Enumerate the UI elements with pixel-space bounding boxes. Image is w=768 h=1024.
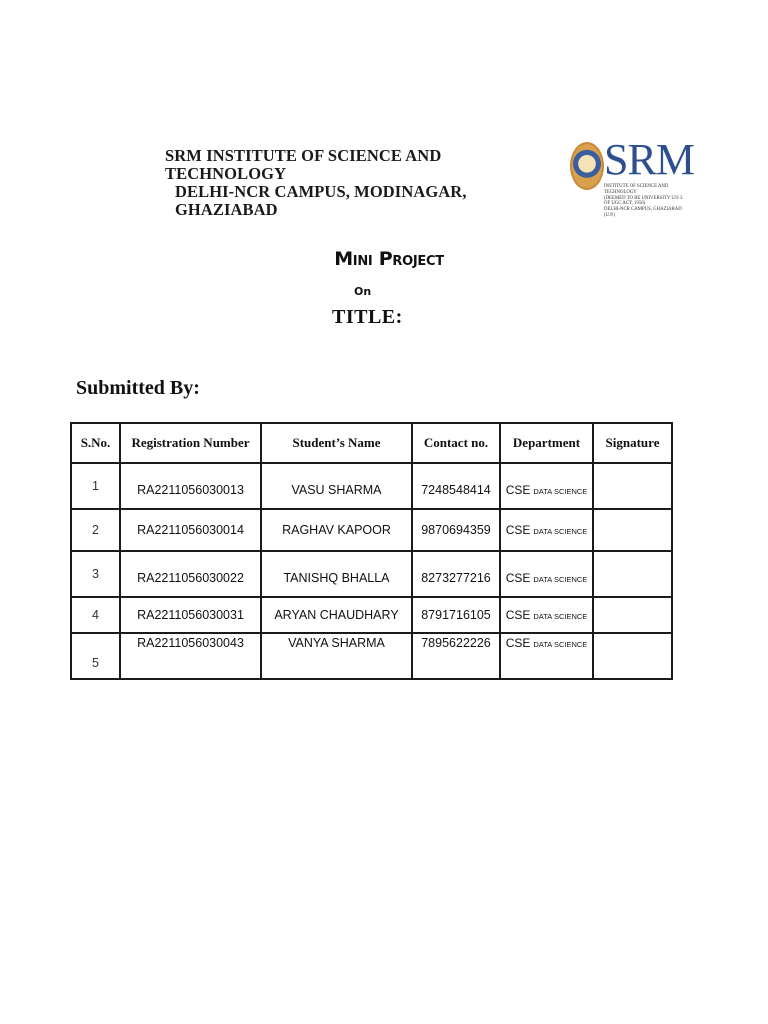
srm-seal-icon — [570, 142, 604, 190]
department: CSE DATA SCIENCE — [500, 597, 593, 633]
submitted-by-label: Submitted By: — [76, 377, 200, 399]
students-table — [70, 422, 673, 680]
department: CSE DATA SCIENCE — [500, 551, 593, 597]
on-label: On — [354, 285, 372, 298]
table-header-row — [71, 423, 672, 463]
campus-name: DELHI-NCR CAMPUS, MODINAGAR, GHAZIABAD — [175, 182, 467, 219]
institute-header — [165, 147, 565, 219]
student-name: ARYAN CHAUDHARY — [261, 597, 412, 633]
registration-number: RA2211056030013 — [120, 463, 261, 509]
student-name: TANISHQ BHALLA — [261, 551, 412, 597]
logo-tagline: INSTITUTE OF SCIENCE AND TECHNOLOGY (DEEMED TO BE UNIVERSITY U/S 3 OF UGC ACT, 1956) DELHI-NCR CAMPUS, GHAZIABAD (U.P.) — [604, 184, 683, 218]
serial-number: 5 — [71, 633, 120, 679]
column-header: Student’s Name — [261, 423, 412, 463]
document-heading: Mini Project — [334, 248, 444, 270]
contact-number: 7248548414 — [412, 463, 500, 509]
table-row — [71, 509, 672, 551]
column-header: Department — [500, 423, 593, 463]
department: CSE DATA SCIENCE — [500, 509, 593, 551]
serial-number: 4 — [71, 597, 120, 633]
column-header: Registration Number — [120, 423, 261, 463]
column-header: S.No. — [71, 423, 120, 463]
signature-cell — [593, 463, 672, 509]
signature-cell — [593, 509, 672, 551]
registration-number: RA2211056030031 — [120, 597, 261, 633]
registration-number: RA2211056030043 — [120, 633, 261, 679]
table-row — [71, 597, 672, 633]
department: CSE DATA SCIENCE — [500, 463, 593, 509]
registration-number: RA2211056030014 — [120, 509, 261, 551]
logo-wordmark: SRM — [604, 135, 694, 184]
contact-number: 7895622226 — [412, 633, 500, 679]
registration-number: RA2211056030022 — [120, 551, 261, 597]
institute-name: SRM INSTITUTE OF SCIENCE AND TECHNOLOGY — [165, 146, 442, 183]
column-header: Signature — [593, 423, 672, 463]
signature-cell — [593, 633, 672, 679]
signature-cell — [593, 597, 672, 633]
table-row — [71, 463, 672, 509]
contact-number: 8273277216 — [412, 551, 500, 597]
serial-number: 2 — [71, 509, 120, 551]
title-label: TITLE: — [332, 306, 403, 328]
contact-number: 8791716105 — [412, 597, 500, 633]
student-name: RAGHAV KAPOOR — [261, 509, 412, 551]
srm-logo — [570, 135, 694, 218]
column-header: Contact no. — [412, 423, 500, 463]
signature-cell — [593, 551, 672, 597]
serial-number: 3 — [71, 551, 120, 597]
contact-number: 9870694359 — [412, 509, 500, 551]
department: CSE DATA SCIENCE — [500, 633, 593, 679]
student-name: VASU SHARMA — [261, 463, 412, 509]
table-row — [71, 633, 672, 679]
table-row — [71, 551, 672, 597]
student-name: VANYA SHARMA — [261, 633, 412, 679]
serial-number: 1 — [71, 463, 120, 509]
